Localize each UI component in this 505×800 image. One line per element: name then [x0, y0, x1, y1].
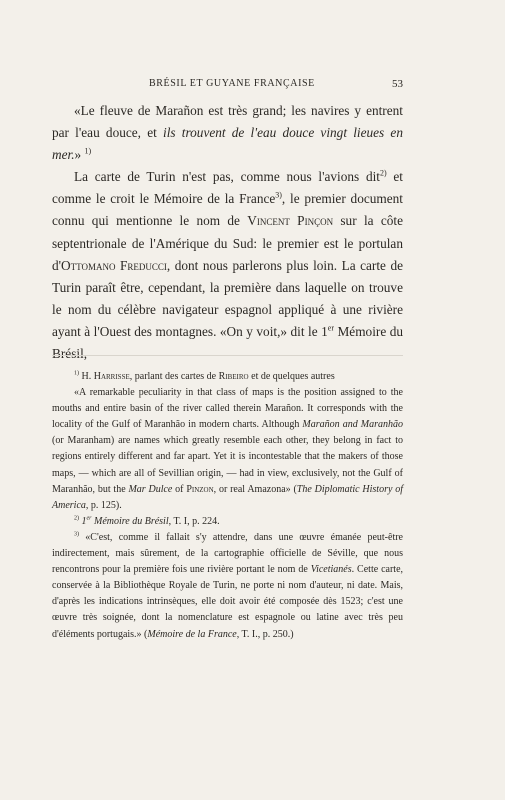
page-number: 53 [392, 78, 403, 90]
text-segment: , T. I., p. 250.) [236, 628, 294, 640]
name-pinzon: Pinzon [186, 483, 214, 495]
italic-term: Marañon and Maranhão [302, 419, 403, 431]
paragraph-carte-de-turin [52, 166, 403, 365]
paragraph-quote [52, 100, 403, 166]
italic-term: Vicetianés [310, 564, 352, 576]
footnote-ref-1[interactable]: 1) [84, 146, 92, 156]
main-text [52, 100, 403, 365]
quote-close: » [74, 147, 85, 163]
superscript-er: er [327, 323, 334, 333]
text-segment: Mémoire du Brésil, [52, 323, 404, 362]
text-segment: et comme le croit le Mémoire de la France [52, 169, 403, 207]
text-segment: «A remarkable peculiarity in that class of maps is the position assigned to the mouths and entire basin of the river called therein Marañon. It corresponds with the locality of the Gulf of Maranhão in modern charts. Although [52, 387, 403, 431]
text-segment: , le premier document connu qui mentionne le nom de [52, 191, 403, 229]
text-segment: , parlant des cartes de [129, 371, 219, 382]
footnote-3 [52, 530, 403, 643]
text-segment: La carte de Turin n'est pas, comme nous l'avions dit [74, 169, 380, 185]
quote-italic: ils trouvent de l'eau douce vingt lieues en mer. [52, 125, 403, 163]
text-segment: of [172, 483, 187, 495]
book-title: Mémoire de la France [147, 628, 237, 640]
text-segment: , dont nous parlerons plus loin. La carte de Turin paraît être, cependant, la première dans laquelle on trouve le nom du célèbre navigateur espagnol appliqué à une rivière ayant à l'Ouest des montagnes. «On y voit,» dit le 1 [52, 257, 403, 339]
text-segment: , or real Amazona» ( [213, 483, 297, 495]
text-segment: . Cette carte, conservée à la Bibliothèque Royale de Turin, ne porte ni nom d'auteur, ni date. Mais, d'après les indications intrinsèques, elle doit avoir été composée dès 1523; c'est une œuvre très soignée, dont la nomenclature est espagnole ou latine avec très peu d'éléments portugais.» ( [52, 564, 404, 640]
footnote-number: 1) [74, 370, 79, 377]
text-segment: et de quelques autres [248, 371, 335, 382]
footnote-1-quote [52, 385, 403, 514]
name-harrisse: Harrisse [93, 371, 130, 382]
text-segment: , p. 125). [85, 499, 122, 511]
name-vincent-pincon: Vincent Pinçon [247, 213, 334, 229]
running-title: BRÉSIL ET GUYANE FRANÇAISE [149, 78, 315, 89]
text-segment: Mémoire du Brésil [91, 515, 169, 527]
footnote-ref-3[interactable]: 3) [275, 190, 282, 200]
quote-text: «Le fleuve de Marañon est très grand; les navires y entrent par l'eau douce, et [52, 103, 403, 141]
footnote-number: 2) [74, 515, 79, 522]
superscript-er: er [86, 515, 92, 522]
footnotes [52, 369, 403, 643]
italic-term: Mar Dulce [128, 483, 173, 495]
name-ottomano-freducci: Ottomano Freducci [61, 257, 167, 273]
text-segment: H. [79, 371, 94, 382]
footnote-1 [52, 369, 403, 385]
footnote-2 [52, 514, 403, 530]
book-title: The Diplomatic History of America [52, 483, 403, 511]
text-segment: , T. I, p. 224. [168, 515, 220, 527]
footnote-ref-2[interactable]: 2) [380, 168, 387, 178]
text-segment: sur la côte septentrionale de l'Amérique du Sud: le premier est le portulan d' [52, 213, 403, 273]
text-segment: 1 [81, 515, 87, 527]
text-segment: «C'est, comme il fallait s'y attendre, dans une œuvre émanée peut-être indirectement, mais sûrement, de la cartographie officielle de Séville, que nous rencontrons pour la première fois une rivière portant le nom de [52, 531, 403, 576]
book-title [82, 516, 169, 527]
text-segment: (or Maranham) are names which greatly resemble each other, they belong in fact to regions entirely different and far apart. Yet it is incontestable that the makers of those maps, — which are all of Sevillian origin, — had in view, exclusively, not the Gulf of Maranhão, but the [52, 435, 403, 495]
name-ribeiro: Ribeiro [218, 371, 249, 382]
footnote-number: 3) [74, 531, 79, 538]
footnote-divider [52, 355, 403, 356]
